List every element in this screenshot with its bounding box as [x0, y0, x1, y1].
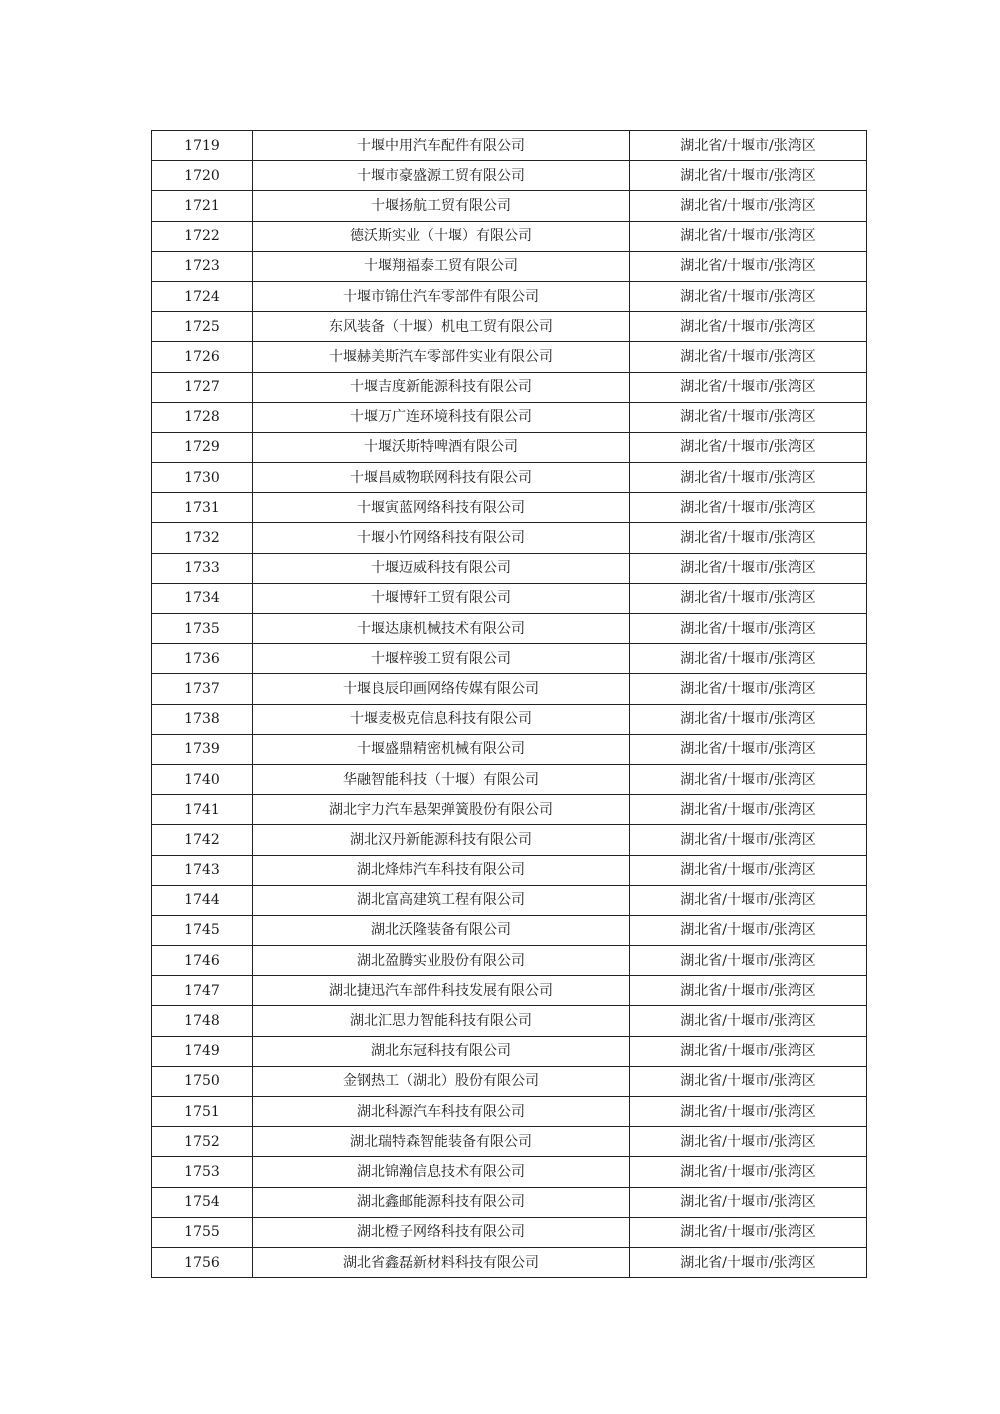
row-number-cell: 1753 — [152, 1157, 253, 1187]
company-name-cell: 湖北宇力汽车悬架弹簧股份有限公司 — [253, 795, 630, 825]
row-number-cell: 1723 — [152, 251, 253, 281]
company-name-cell: 湖北橙子网络科技有限公司 — [253, 1217, 630, 1247]
region-cell: 湖北省/十堰市/张湾区 — [630, 251, 867, 281]
table-row — [152, 1097, 867, 1127]
company-name-cell: 十堰万广连环境科技有限公司 — [253, 402, 630, 432]
row-number-cell: 1722 — [152, 221, 253, 251]
row-number-cell: 1721 — [152, 191, 253, 221]
table-row — [152, 614, 867, 644]
table-row — [152, 764, 867, 794]
region-cell: 湖北省/十堰市/张湾区 — [630, 1247, 867, 1277]
company-name-cell: 十堰博轩工贸有限公司 — [253, 583, 630, 613]
row-number-cell: 1741 — [152, 795, 253, 825]
company-name-cell: 湖北捷迅汽车部件科技发展有限公司 — [253, 976, 630, 1006]
region-cell: 湖北省/十堰市/张湾区 — [630, 191, 867, 221]
row-number-cell: 1726 — [152, 342, 253, 372]
region-cell: 湖北省/十堰市/张湾区 — [630, 1187, 867, 1217]
row-number-cell: 1732 — [152, 523, 253, 553]
company-name-cell: 东风装备（十堰）机电工贸有限公司 — [253, 312, 630, 342]
region-cell: 湖北省/十堰市/张湾区 — [630, 614, 867, 644]
company-name-cell: 湖北汇思力智能科技有限公司 — [253, 1006, 630, 1036]
table-row — [152, 161, 867, 191]
table-row — [152, 674, 867, 704]
region-cell: 湖北省/十堰市/张湾区 — [630, 402, 867, 432]
company-name-cell: 十堰昌威物联网科技有限公司 — [253, 463, 630, 493]
company-name-cell: 十堰寅蓝网络科技有限公司 — [253, 493, 630, 523]
company-name-cell: 德沃斯实业（十堰）有限公司 — [253, 221, 630, 251]
table-row — [152, 1036, 867, 1066]
row-number-cell: 1749 — [152, 1036, 253, 1066]
company-name-cell: 湖北鑫邮能源科技有限公司 — [253, 1187, 630, 1217]
company-name-cell: 湖北烽炜汽车科技有限公司 — [253, 855, 630, 885]
row-number-cell: 1728 — [152, 402, 253, 432]
table-row — [152, 1006, 867, 1036]
table-row — [152, 704, 867, 734]
region-cell: 湖北省/十堰市/张湾区 — [630, 342, 867, 372]
region-cell: 湖北省/十堰市/张湾区 — [630, 372, 867, 402]
row-number-cell: 1739 — [152, 734, 253, 764]
company-name-cell: 湖北富高建筑工程有限公司 — [253, 885, 630, 915]
table-row — [152, 1127, 867, 1157]
table-body — [152, 131, 867, 1278]
table-row — [152, 1217, 867, 1247]
table-row — [152, 885, 867, 915]
region-cell: 湖北省/十堰市/张湾区 — [630, 976, 867, 1006]
company-name-cell: 湖北沃隆装备有限公司 — [253, 915, 630, 945]
region-cell: 湖北省/十堰市/张湾区 — [630, 1006, 867, 1036]
region-cell: 湖北省/十堰市/张湾区 — [630, 161, 867, 191]
region-cell: 湖北省/十堰市/张湾区 — [630, 463, 867, 493]
row-number-cell: 1747 — [152, 976, 253, 1006]
region-cell: 湖北省/十堰市/张湾区 — [630, 855, 867, 885]
table-row — [152, 372, 867, 402]
company-name-cell: 湖北汉丹新能源科技有限公司 — [253, 825, 630, 855]
region-cell: 湖北省/十堰市/张湾区 — [630, 644, 867, 674]
row-number-cell: 1735 — [152, 614, 253, 644]
company-name-cell: 湖北东冠科技有限公司 — [253, 1036, 630, 1066]
row-number-cell: 1751 — [152, 1097, 253, 1127]
company-name-cell: 十堰麦极克信息科技有限公司 — [253, 704, 630, 734]
row-number-cell: 1733 — [152, 553, 253, 583]
table-row — [152, 342, 867, 372]
row-number-cell: 1740 — [152, 764, 253, 794]
company-name-cell: 十堰梓骏工贸有限公司 — [253, 644, 630, 674]
row-number-cell: 1737 — [152, 674, 253, 704]
row-number-cell: 1745 — [152, 915, 253, 945]
row-number-cell: 1720 — [152, 161, 253, 191]
company-name-cell: 十堰扬航工贸有限公司 — [253, 191, 630, 221]
table-row — [152, 1157, 867, 1187]
company-name-cell: 十堰迈威科技有限公司 — [253, 553, 630, 583]
row-number-cell: 1719 — [152, 131, 253, 161]
table-row — [152, 402, 867, 432]
table-row — [152, 976, 867, 1006]
company-name-cell: 十堰翔福泰工贸有限公司 — [253, 251, 630, 281]
region-cell: 湖北省/十堰市/张湾区 — [630, 1217, 867, 1247]
row-number-cell: 1750 — [152, 1066, 253, 1096]
table-row — [152, 644, 867, 674]
region-cell: 湖北省/十堰市/张湾区 — [630, 281, 867, 311]
row-number-cell: 1738 — [152, 704, 253, 734]
company-name-cell: 华融智能科技（十堰）有限公司 — [253, 764, 630, 794]
company-name-cell: 十堰小竹网络科技有限公司 — [253, 523, 630, 553]
company-name-cell: 十堰达康机械技术有限公司 — [253, 614, 630, 644]
region-cell: 湖北省/十堰市/张湾区 — [630, 674, 867, 704]
region-cell: 湖北省/十堰市/张湾区 — [630, 764, 867, 794]
company-name-cell: 湖北省鑫磊新材料科技有限公司 — [253, 1247, 630, 1277]
company-name-cell: 湖北瑞特森智能装备有限公司 — [253, 1127, 630, 1157]
table-row — [152, 191, 867, 221]
company-name-cell: 湖北锦瀚信息技术有限公司 — [253, 1157, 630, 1187]
region-cell: 湖北省/十堰市/张湾区 — [630, 1157, 867, 1187]
row-number-cell: 1752 — [152, 1127, 253, 1157]
region-cell: 湖北省/十堰市/张湾区 — [630, 885, 867, 915]
region-cell: 湖北省/十堰市/张湾区 — [630, 704, 867, 734]
row-number-cell: 1725 — [152, 312, 253, 342]
company-name-cell: 十堰沃斯特啤酒有限公司 — [253, 432, 630, 462]
company-name-cell: 湖北科源汽车科技有限公司 — [253, 1097, 630, 1127]
company-name-cell: 十堰盛鼎精密机械有限公司 — [253, 734, 630, 764]
table-row — [152, 131, 867, 161]
table-row — [152, 795, 867, 825]
table-row — [152, 281, 867, 311]
row-number-cell: 1724 — [152, 281, 253, 311]
row-number-cell: 1748 — [152, 1006, 253, 1036]
region-cell: 湖北省/十堰市/张湾区 — [630, 795, 867, 825]
region-cell: 湖北省/十堰市/张湾区 — [630, 1127, 867, 1157]
table-row — [152, 734, 867, 764]
company-name-cell: 十堰市锦仕汽车零部件有限公司 — [253, 281, 630, 311]
region-cell: 湖北省/十堰市/张湾区 — [630, 734, 867, 764]
row-number-cell: 1755 — [152, 1217, 253, 1247]
row-number-cell: 1743 — [152, 855, 253, 885]
table-row — [152, 946, 867, 976]
table-row — [152, 855, 867, 885]
row-number-cell: 1730 — [152, 463, 253, 493]
table-row — [152, 523, 867, 553]
table-row — [152, 553, 867, 583]
region-cell: 湖北省/十堰市/张湾区 — [630, 312, 867, 342]
table-row — [152, 825, 867, 855]
table-row — [152, 463, 867, 493]
region-cell: 湖北省/十堰市/张湾区 — [630, 432, 867, 462]
row-number-cell: 1742 — [152, 825, 253, 855]
table-row — [152, 493, 867, 523]
region-cell: 湖北省/十堰市/张湾区 — [630, 131, 867, 161]
company-name-cell: 十堰赫美斯汽车零部件实业有限公司 — [253, 342, 630, 372]
company-name-cell: 十堰中用汽车配件有限公司 — [253, 131, 630, 161]
region-cell: 湖北省/十堰市/张湾区 — [630, 915, 867, 945]
region-cell: 湖北省/十堰市/张湾区 — [630, 1066, 867, 1096]
table-row — [152, 221, 867, 251]
company-name-cell: 金钢热工（湖北）股份有限公司 — [253, 1066, 630, 1096]
region-cell: 湖北省/十堰市/张湾区 — [630, 825, 867, 855]
row-number-cell: 1729 — [152, 432, 253, 462]
company-name-cell: 湖北盈腾实业股份有限公司 — [253, 946, 630, 976]
region-cell: 湖北省/十堰市/张湾区 — [630, 583, 867, 613]
region-cell: 湖北省/十堰市/张湾区 — [630, 553, 867, 583]
row-number-cell: 1727 — [152, 372, 253, 402]
company-list-table — [151, 130, 867, 1278]
company-name-cell: 十堰良辰印画网络传媒有限公司 — [253, 674, 630, 704]
table-row — [152, 1247, 867, 1277]
row-number-cell: 1736 — [152, 644, 253, 674]
row-number-cell: 1754 — [152, 1187, 253, 1217]
table-row — [152, 583, 867, 613]
row-number-cell: 1744 — [152, 885, 253, 915]
row-number-cell: 1746 — [152, 946, 253, 976]
region-cell: 湖北省/十堰市/张湾区 — [630, 1097, 867, 1127]
table-row — [152, 312, 867, 342]
company-name-cell: 十堰市豪盛源工贸有限公司 — [253, 161, 630, 191]
table-row — [152, 1066, 867, 1096]
region-cell: 湖北省/十堰市/张湾区 — [630, 221, 867, 251]
table-row — [152, 251, 867, 281]
row-number-cell: 1731 — [152, 493, 253, 523]
table-row — [152, 432, 867, 462]
region-cell: 湖北省/十堰市/张湾区 — [630, 946, 867, 976]
region-cell: 湖北省/十堰市/张湾区 — [630, 1036, 867, 1066]
region-cell: 湖北省/十堰市/张湾区 — [630, 523, 867, 553]
region-cell: 湖北省/十堰市/张湾区 — [630, 493, 867, 523]
table-row — [152, 1187, 867, 1217]
table-row — [152, 915, 867, 945]
row-number-cell: 1734 — [152, 583, 253, 613]
company-name-cell: 十堰吉度新能源科技有限公司 — [253, 372, 630, 402]
row-number-cell: 1756 — [152, 1247, 253, 1277]
